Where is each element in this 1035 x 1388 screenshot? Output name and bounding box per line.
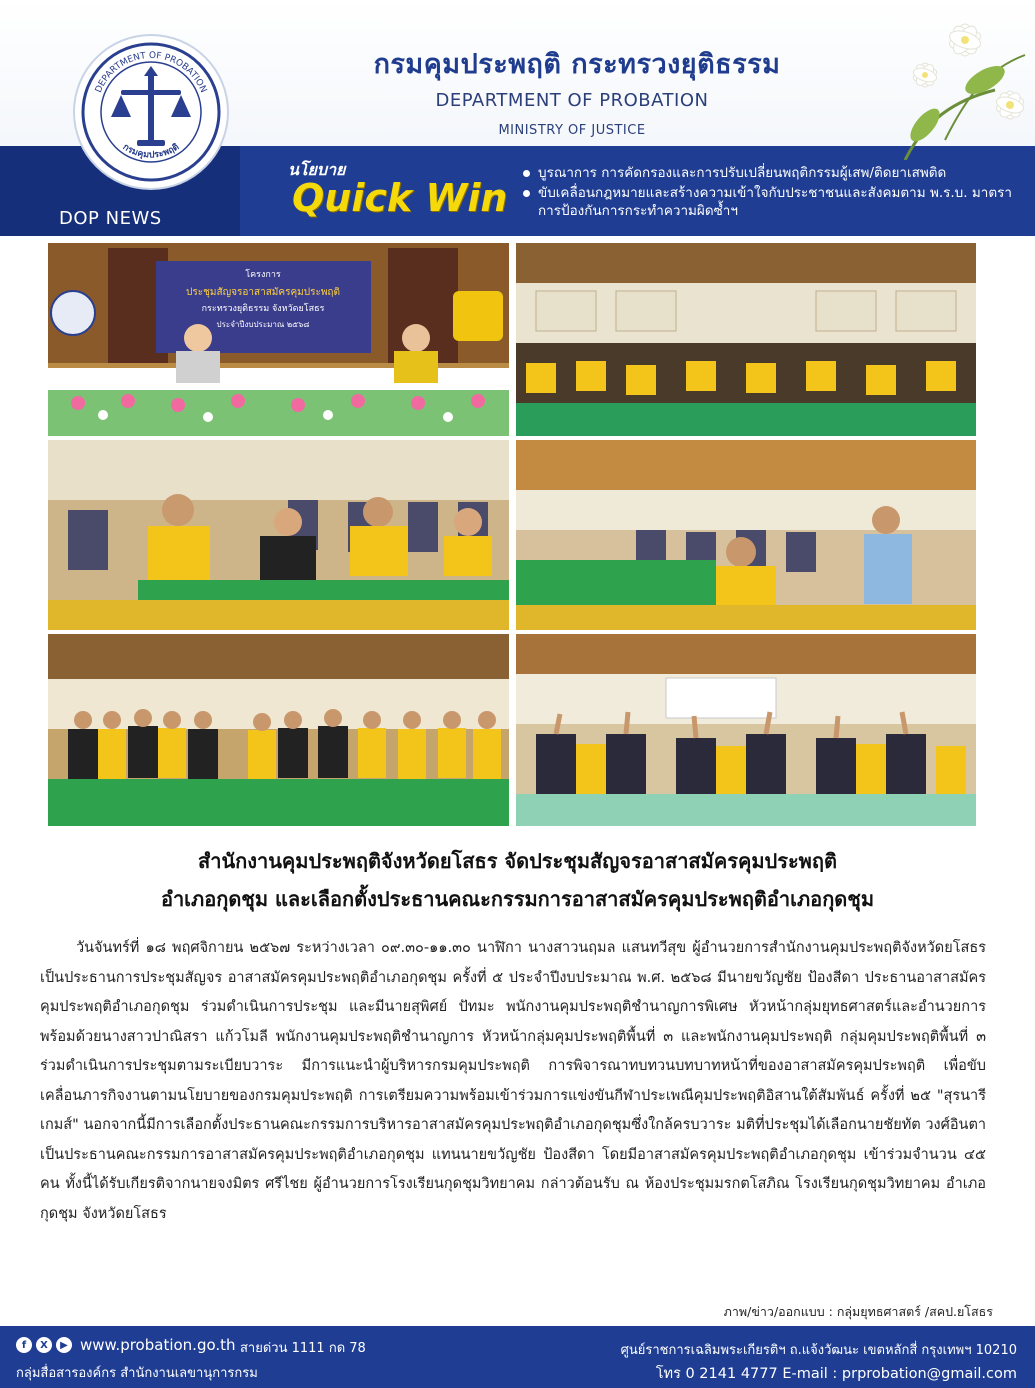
logo-text-bottom: กรมคุมประพฤติ [120, 142, 182, 161]
logo-text-top: DEPARTMENT OF PROBATION [93, 50, 209, 95]
photo-banner-text: ประชุมสัญจรอาสาสมัครคุมประพฤติ [186, 287, 340, 298]
facebook-icon[interactable]: f [16, 1337, 32, 1353]
policy-item: ขับเคลื่อนกฎหมายและสร้างความเข้าใจกับประชาชนและสังคมตาม พ.ร.บ. มาตราการป้องกันการกระทำความผิดซ้ำฯ [522, 184, 1022, 220]
photo-banner-text: กระทรวงยุติธรรม จังหวัดยโสธร [201, 304, 325, 314]
department-title-english: DEPARTMENT OF PROBATION [435, 90, 709, 111]
photo-banner-text: ประจำปีงบประมาณ ๒๕๖๘ [216, 320, 310, 329]
footer [0, 1326, 1035, 1388]
youtube-icon[interactable]: ▶ [56, 1337, 72, 1353]
photo-speaker-standing [516, 440, 976, 630]
footer-contact: โทร 0 2141 4777 E-mail : prprobation@gmail.com [655, 1366, 1017, 1382]
footer-unit-name: กลุ่มสื่อสารองค์กร สำนักงานเลขานุการกรม [16, 1366, 258, 1381]
hotline-text: สายด่วน 1111 กด 78 [240, 1341, 366, 1356]
department-title-thai: กรมคุมประพฤติ กระทรวงยุติธรรม [373, 49, 781, 80]
headline-line: อำเภอกุดชุม และเลือกตั้งประธานคณะกรรมการอาสาสมัครคุมประพฤติอำเภอกุดชุม [160, 887, 875, 911]
policy-label: นโยบาย [288, 160, 346, 179]
photo-head-table [48, 243, 509, 436]
footer-address: ศูนย์ราชการเฉลิมพระเกียรติฯ ถ.แจ้งวัฒนะ เขตหลักสี่ กรุงเทพฯ 10210 [620, 1343, 1017, 1358]
photo-voting-hands [516, 634, 976, 826]
policy-list [522, 164, 1022, 222]
social-icons [16, 1337, 72, 1353]
ministry-title: MINISTRY OF JUSTICE [498, 123, 646, 138]
article-body: วันจันทร์ที่ ๑๘ พฤศจิกายน ๒๕๖๗ ระหว่างเวลา ๐๙.๓๐-๑๑.๓๐ นาฬิกา นางสาวนฤมล แสนทวีสุข ผู้อำนวยการสำนักงานคุมประพฤติจังหวัดยโสธร เป็นประธานการประชุมสัญจร อาสาสมัครคุมประพฤติอำเภอกุดชุม ครั้งที่ ๕ ประจำปีงบประมาณ พ.ศ. ๒๕๖๘ มีนายขวัญชัย ป้องสีดา ประธานอาสาสมัครคุมประพฤติอำเภอกุดชุม ร่วมดำเนินการประชุม และมีนายสุพิศย์ ปัทมะ พนักงานคุมประพฤติชำนาญการพิเศษ หัวหน้ากลุ่มยุทธศาสตร์และอำนวยการ พร้อมด้วยนางสาวปาณิสรา แก้วโมลี พนักงานคุมประพฤติชำนาญการ หัวหน้ากลุ่มคุมประพฤติพื้นที่ ๓ และพนักงานคุมประพฤติ กลุ่มคุมประพฤติพื้นที่ ๓ ร่วมดำเนินการประชุมตามระเบียบวาระ มีการแนะนำผู้บริหารกรมคุมประพฤติ การพิจารณาทบทวนบทบาทหน้าที่ของอาสาสมัครคุมประพฤติ เพื่อขับเคลื่อนภารกิจงานตามนโยบายของกรมคุมประพฤติ การเตรียมความพร้อมเข้าร่วมการแข่งขันกีฬาประเพณีคุมประพฤติอิสานใต้สัมพันธ์ ครั้งที่ ๒๕ "สุรนารีเกมส์" นอกจากนี้มีการเลือกตั้งประธานคณะกรรมการบริหารอาสาสมัครคุมประพฤติอำเภอกุดชุมซึ่งใกล้ครบวาระ มติที่ประชุมได้เลือกนายชัยทัต วงศ์อินตา เป็นประธานคณะกรรมการอาสาสมัครคุมประพฤติอำเภอกุดชุม แทนนายขวัญชัย ป้องสีดา โดยมีอาสาสมัครคุมประพฤติอำเภอกุดชุม เข้าร่วมจำนวน ๔๕ คน ทั้งนี้ได้รับเกียรติจากนายจงมิตร ศรีไชย ผู้อำนวยการโรงเรียนกุดชุมวิทยาคม กล่าวต้อนรับ ณ ห้องประชุมมรกตโสภิณ โรงเรียนกุดชุมวิทยาคม อำเภอกุดชุม จังหวัดยโสธร [40, 940, 986, 1222]
department-logo [75, 36, 227, 188]
dop-news-label: DOP NEWS [59, 208, 162, 229]
website-link[interactable]: www.probation.go.th [80, 1336, 236, 1354]
policy-item: บูรณาการ การคัดกรองและการปรับเปลี่ยนพฤติกรรมผู้เสพ/ติดยาเสพติด [522, 164, 1022, 182]
photo-group-audience [516, 243, 976, 436]
photo-group-standing [48, 634, 509, 826]
photo-banner-text: โครงการ [245, 270, 281, 280]
jasmine-flower-decoration [865, 0, 1035, 160]
quick-win-title: Quick Win [292, 176, 508, 220]
x-icon[interactable]: X [36, 1337, 52, 1353]
photo-officials-seated [48, 440, 509, 630]
article-headline [40, 842, 995, 918]
article-credit: ภาพ/ข่าว/ออกแบบ : กลุ่มยุทธศาสตร์ /สคป.ยโสธร [723, 1304, 993, 1319]
headline-line: สำนักงานคุมประพฤติจังหวัดยโสธร จัดประชุมสัญจรอาสาสมัครคุมประพฤติ [198, 849, 837, 873]
